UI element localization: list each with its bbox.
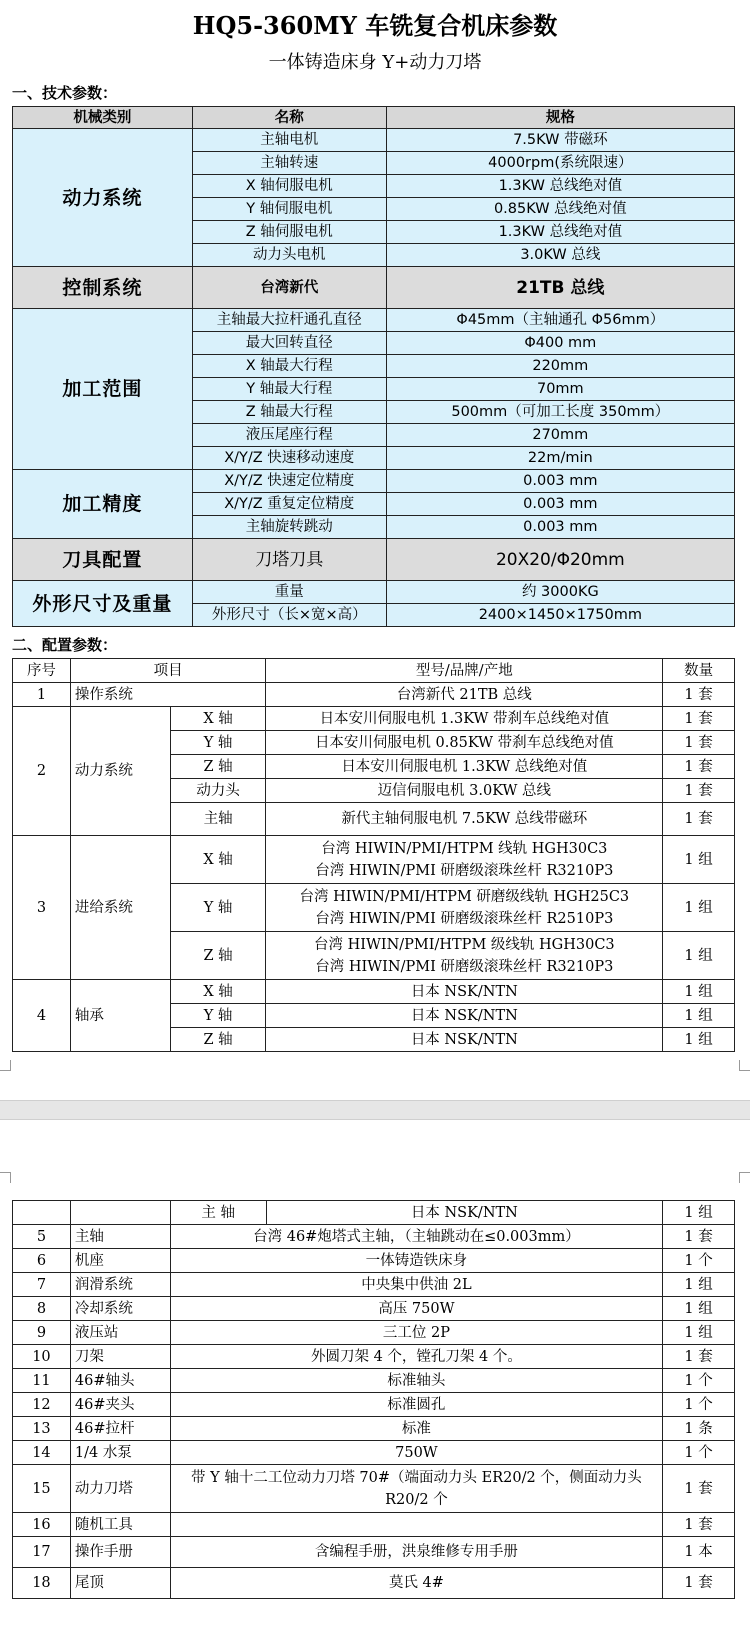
row-no [13,1201,71,1225]
header-qty: 数量 [663,659,735,683]
row-sub: X 轴 [170,980,266,1004]
configuration-table-continued [12,1200,735,1599]
row-item: 冷却系统 [70,1297,170,1321]
model-line: 台湾 HIWIN/PMI/HTPM 研磨级线轨 HGH25C3 [299,888,630,905]
table-row [13,1225,735,1249]
row-qty: 1 套 [663,707,735,731]
row-no: 2 [13,707,71,836]
row-qty: 1 套 [663,779,735,803]
param-name: X/Y/Z 快速定位精度 [192,470,386,493]
header-no: 序号 [13,659,71,683]
table-row [13,707,735,731]
row-qty: 1 本 [663,1537,735,1568]
row-model: 高压 750W [170,1297,662,1321]
row-model: 日本安川伺服电机 1.3KW 带刹车总线绝对值 [266,707,663,731]
row-no: 6 [13,1249,71,1273]
row-model [170,1513,662,1537]
row-no: 18 [13,1568,71,1599]
row-model [266,836,663,884]
row-qty: 1 个 [663,1393,735,1417]
param-name: 主轴电机 [192,129,386,152]
param-spec: 2400×1450×1750mm [386,604,734,627]
row-model: 外圆刀架 4 个，镗孔刀架 4 个。 [170,1345,662,1369]
row-model: 标准圆孔 [170,1393,662,1417]
param-name: X/Y/Z 重复定位精度 [192,493,386,516]
row-model: 莫氏 4# [170,1568,662,1599]
row-item: 46#轴头 [70,1369,170,1393]
row-model: 日本安川伺服电机 0.85KW 带刹车总线绝对值 [266,731,663,755]
header-spec: 规格 [386,107,734,129]
param-name: 台湾新代 [192,267,386,309]
row-qty: 1 套 [663,755,735,779]
row-model: 日本 NSK/NTN [266,1004,663,1028]
row-model: 日本安川伺服电机 1.3KW 总线绝对值 [266,755,663,779]
param-spec: 0.003 mm [386,516,734,539]
row-no: 11 [13,1369,71,1393]
param-name: 液压尾座行程 [192,424,386,447]
page-corner-mark [0,1172,11,1183]
row-sub: 主 轴 [170,1201,266,1225]
row-sub: Z 轴 [170,932,266,980]
row-qty: 1 套 [663,683,735,707]
table-row [13,1369,735,1393]
table-row [13,683,735,707]
row-model [266,932,663,980]
param-name: Y 轴最大行程 [192,378,386,401]
row-model: 一体铸造铁床身 [170,1249,662,1273]
row-no: 1 [13,683,71,707]
row-model: 日本 NSK/NTN [266,1028,663,1052]
header-item: 项目 [70,659,266,683]
row-model [266,884,663,932]
table-row [13,1417,735,1441]
row-sub: 主轴 [170,803,266,836]
param-spec: 3.0KW 总线 [386,244,734,267]
row-model: 日本 NSK/NTN [266,980,663,1004]
model-line: 台湾 HIWIN/PMI/HTPM 级线轨 HGH30C3 [313,936,615,953]
row-no: 16 [13,1513,71,1537]
row-sub: Y 轴 [170,731,266,755]
param-spec: 220mm [386,355,734,378]
row-no: 14 [13,1441,71,1465]
row-item: 46#夹头 [70,1393,170,1417]
row-qty: 1 套 [663,1513,735,1537]
param-spec: 7.5KW 带磁环 [386,129,734,152]
table-row [13,539,735,581]
row-qty: 1 套 [663,731,735,755]
param-spec: 500mm（可加工长度 350mm） [386,401,734,424]
row-item: 润滑系统 [70,1273,170,1297]
row-item [70,1201,170,1225]
model-line: 台湾 HIWIN/PMI 研磨级滚珠丝杆 R2510P3 [315,910,614,927]
row-item: 动力系统 [70,707,170,836]
row-model: 带 Y 轴十二工位动力刀塔 70#（端面动力头 ER20/2 个，侧面动力头 R20/2 个 [170,1465,662,1513]
header-category: 机械类别 [13,107,193,129]
row-qty: 1 组 [663,1297,735,1321]
row-item: 机座 [70,1249,170,1273]
row-no: 8 [13,1297,71,1321]
param-spec: 70mm [386,378,734,401]
table-row [13,1513,735,1537]
row-item: 1/4 水泵 [70,1441,170,1465]
table-row [13,980,735,1004]
table-header-row [13,107,735,129]
table-row [13,1537,735,1568]
param-name: 最大回转直径 [192,332,386,355]
table-row [13,470,735,493]
param-spec: 21TB 总线 [386,267,734,309]
row-qty: 1 套 [663,1225,735,1249]
row-no: 9 [13,1321,71,1345]
row-model: 中央集中供油 2L [170,1273,662,1297]
page-break-gap [0,1100,750,1120]
row-qty: 1 套 [663,803,735,836]
section-technical-heading: 一、技术参数： [12,84,118,102]
param-name: Z 轴伺服电机 [192,221,386,244]
category-power: 动力系统 [13,129,193,267]
param-spec: 4000rpm(系统限速） [386,152,734,175]
model-line: 台湾 HIWIN/PMI 研磨级滚珠丝杆 R3210P3 [315,958,614,975]
param-spec: Φ45mm（主轴通孔 Φ56mm） [386,309,734,332]
param-name: X 轴最大行程 [192,355,386,378]
page-corner-mark [739,1172,750,1183]
row-item: 动力刀塔 [70,1465,170,1513]
row-model: 日本 NSK/NTN [266,1201,662,1225]
row-qty: 1 个 [663,1369,735,1393]
row-sub: Y 轴 [170,1004,266,1028]
table-row [13,1568,735,1599]
row-no: 15 [13,1465,71,1513]
row-item: 操作系统 [70,683,266,707]
row-no: 7 [13,1273,71,1297]
table-row [13,1273,735,1297]
row-sub: X 轴 [170,707,266,731]
row-sub: Z 轴 [170,1028,266,1052]
category-tools: 刀具配置 [13,539,193,581]
table-row [13,1345,735,1369]
row-qty: 1 组 [663,1004,735,1028]
param-spec: 22m/min [386,447,734,470]
row-qty: 1 组 [663,1321,735,1345]
row-no: 10 [13,1345,71,1369]
row-no: 12 [13,1393,71,1417]
model-line: 台湾 HIWIN/PMI/HTPM 线轨 HGH30C3 [321,840,608,857]
param-name: 外形尺寸（长×宽×高） [192,604,386,627]
param-spec: Φ400 mm [386,332,734,355]
table-header-row [13,659,735,683]
row-qty: 1 套 [663,1465,735,1513]
category-range: 加工范围 [13,309,193,470]
row-no: 4 [13,980,71,1052]
row-model: 标准轴头 [170,1369,662,1393]
row-no: 3 [13,836,71,980]
row-qty: 1 条 [663,1417,735,1441]
row-qty: 1 组 [663,932,735,980]
configuration-table [12,658,735,1052]
category-size: 外形尺寸及重量 [13,581,193,627]
table-row [13,1441,735,1465]
param-spec: 0.003 mm [386,493,734,516]
param-name: X/Y/Z 快速移动速度 [192,447,386,470]
param-name: 重量 [192,581,386,604]
row-no: 13 [13,1417,71,1441]
row-sub: Y 轴 [170,884,266,932]
row-qty: 1 组 [663,1273,735,1297]
row-no: 17 [13,1537,71,1568]
technical-parameters-table [12,106,735,627]
row-qty: 1 个 [663,1441,735,1465]
row-item: 随机工具 [70,1513,170,1537]
table-row [13,1465,735,1513]
document-title: HQ5-360MY 车铣复合机床参数 [192,11,558,40]
document-subtitle: 一体铸造床身 Y+动力刀塔 [268,52,482,73]
row-item: 操作手册 [70,1537,170,1568]
param-spec: 0.003 mm [386,470,734,493]
param-name: 主轴转速 [192,152,386,175]
param-name: 刀塔刀具 [192,539,386,581]
table-row [13,581,735,604]
row-model: 新代主轴伺服电机 7.5KW 总线带磁环 [266,803,663,836]
category-precision: 加工精度 [13,470,193,539]
row-qty: 1 套 [663,1345,735,1369]
param-spec: 20X20/Φ20mm [386,539,734,581]
row-qty: 1 组 [663,1028,735,1052]
row-qty: 1 套 [663,1568,735,1599]
row-item: 液压站 [70,1321,170,1345]
page-corner-mark [739,1060,750,1071]
row-qty: 1 组 [663,836,735,884]
row-model: 台湾 46#炮塔式主轴，（主轴跳动在≤0.003mm） [170,1225,662,1249]
header-model: 型号/品牌/产地 [266,659,663,683]
table-row [13,129,735,152]
page-corner-mark [0,1060,11,1071]
table-row [13,1297,735,1321]
param-spec: 270mm [386,424,734,447]
param-name: 主轴旋转跳动 [192,516,386,539]
param-spec: 1.3KW 总线绝对值 [386,221,734,244]
table-row [13,267,735,309]
category-control: 控制系统 [13,267,193,309]
row-model: 三工位 2P [170,1321,662,1345]
param-spec: 0.85KW 总线绝对值 [386,198,734,221]
table-row [13,1321,735,1345]
table-row [13,1249,735,1273]
row-qty: 1 组 [663,980,735,1004]
row-qty: 1 组 [663,884,735,932]
row-qty: 1 组 [663,1201,735,1225]
param-name: Y 轴伺服电机 [192,198,386,221]
row-sub: X 轴 [170,836,266,884]
model-line: 台湾 HIWIN/PMI 研磨级滚珠丝杆 R3210P3 [315,862,614,879]
row-item: 46#拉杆 [70,1417,170,1441]
table-row [13,1393,735,1417]
table-row [13,309,735,332]
row-model: 含编程手册，洪泉维修专用手册 [170,1537,662,1568]
section-config-heading: 二、配置参数： [12,636,118,654]
row-sub: 动力头 [170,779,266,803]
table-row [13,836,735,884]
param-name: X 轴伺服电机 [192,175,386,198]
row-item: 刀架 [70,1345,170,1369]
row-no: 5 [13,1225,71,1249]
row-item: 尾顶 [70,1568,170,1599]
header-name: 名称 [192,107,386,129]
table-row [13,1201,735,1225]
row-item: 轴承 [70,980,170,1052]
row-model: 750W [170,1441,662,1465]
row-model: 标准 [170,1417,662,1441]
row-qty: 1 个 [663,1249,735,1273]
param-name: 主轴最大拉杆通孔直径 [192,309,386,332]
row-item: 主轴 [70,1225,170,1249]
param-name: 动力头电机 [192,244,386,267]
row-sub: Z 轴 [170,755,266,779]
row-model: 台湾新代 21TB 总线 [266,683,663,707]
param-spec: 1.3KW 总线绝对值 [386,175,734,198]
row-model: 迈信伺服电机 3.0KW 总线 [266,779,663,803]
param-spec: 约 3000KG [386,581,734,604]
param-name: Z 轴最大行程 [192,401,386,424]
row-item: 进给系统 [70,836,170,980]
